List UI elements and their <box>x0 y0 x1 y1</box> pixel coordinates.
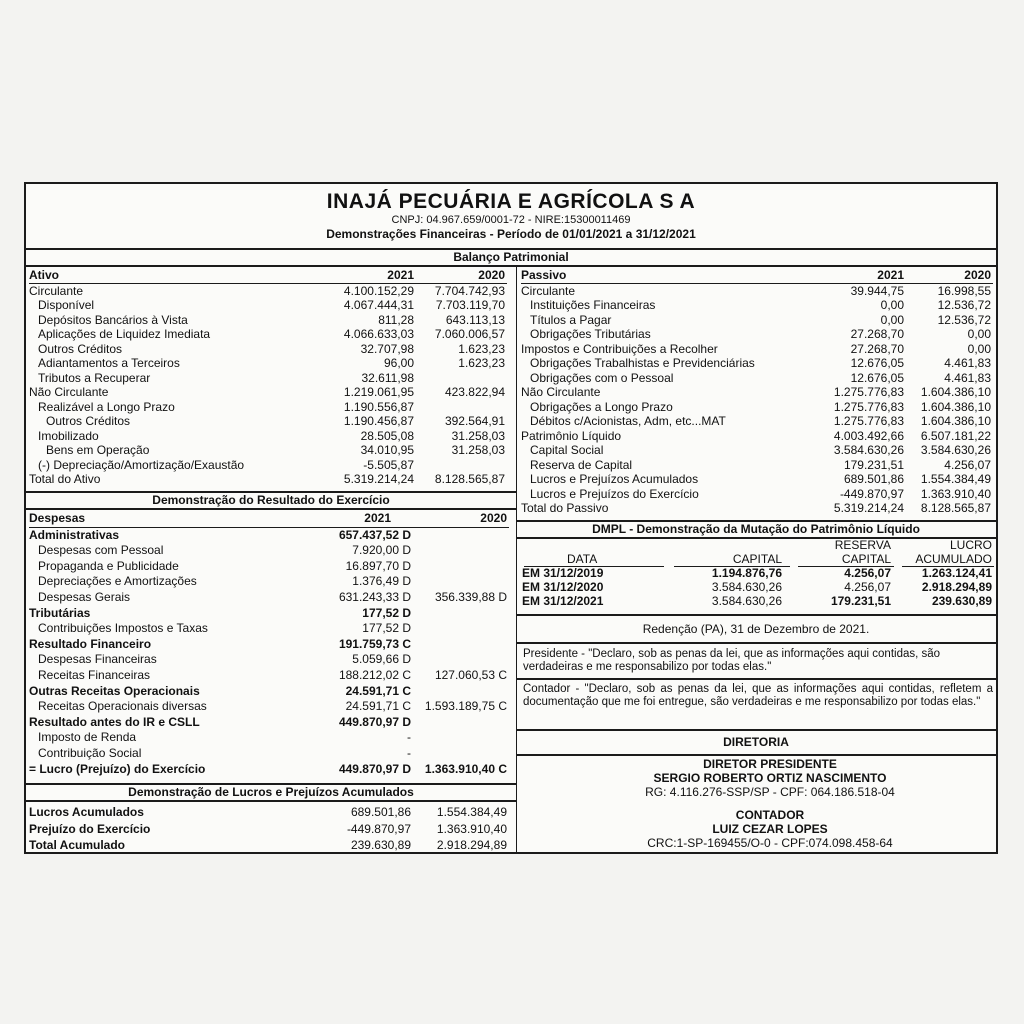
dre-value-2021: 191.759,73 C <box>338 636 411 651</box>
passivo-value-2020: 3.584.630,26 <box>920 443 991 457</box>
ativo-value-2020: 392.564,91 <box>444 414 505 428</box>
passivo-label: Lucros e Prejuízos Acumulados <box>530 472 699 486</box>
dre-row <box>29 637 509 653</box>
dmpl-table <box>522 539 994 608</box>
passivo-row <box>521 327 993 342</box>
ativo-value-2021: -5.505,87 <box>363 457 414 472</box>
ativo-value-2020: 1.623,23 <box>458 356 505 370</box>
dre-label: Imposto de Renda <box>38 730 137 745</box>
dmpl-head-row <box>522 552 994 566</box>
ativo-label: (-) Depreciação/Amortização/Exaustão <box>38 457 245 472</box>
dre-label: Resultado Financeiro <box>29 636 152 651</box>
dre-value-2021: - <box>407 745 411 760</box>
passivo-value-2021: -449.870,97 <box>839 486 904 501</box>
ativo-table <box>29 268 507 487</box>
ativo-label: Outros Créditos <box>38 341 123 356</box>
passivo-row <box>521 458 993 473</box>
dlpa-row <box>29 821 509 838</box>
passivo-header-label: Passivo <box>521 268 567 282</box>
ativo-value-2020: 1.623,23 <box>458 341 505 356</box>
passivo-row <box>521 356 993 371</box>
contador-role: CONTADOR <box>735 808 805 822</box>
dlpa-value-2021: -449.870,97 <box>346 821 411 836</box>
dre-row <box>29 684 509 700</box>
passivo-row <box>521 443 993 458</box>
dmpl-capital: 1.194.876,76 <box>711 566 782 580</box>
passivo-label: Circulante <box>521 283 576 298</box>
ativo-row <box>29 472 507 487</box>
dmpl-head-underline-capital <box>674 566 790 567</box>
passivo-row <box>521 429 993 444</box>
dre-label: Propaganda e Publicidade <box>38 558 179 573</box>
ativo-value-2020: 31.258,03 <box>451 428 505 443</box>
passivo-header-2020: 2020 <box>964 268 991 282</box>
passivo-row <box>521 501 993 516</box>
passivo-label: Patrimônio Líquido <box>521 428 622 443</box>
dre-label: Administrativas <box>29 527 120 542</box>
ativo-label: Total do Ativo <box>29 472 101 486</box>
dlpa-value-2021: 689.501,86 <box>350 805 411 819</box>
ativo-label: Depósitos Bancários à Vista <box>38 312 188 327</box>
ativo-label: Disponível <box>38 298 95 312</box>
passivo-value-2021: 689.501,86 <box>843 472 904 486</box>
dmpl-lucro: 2.918.294,89 <box>921 580 992 594</box>
ativo-label: Tributos a Recuperar <box>38 370 151 385</box>
ativo-value-2020: 7.704.742,93 <box>434 283 505 298</box>
dmpl-reserva: 4.256,07 <box>844 566 891 580</box>
ativo-header-row <box>29 268 507 284</box>
document-header <box>26 190 996 241</box>
dre-label: Resultado antes do IR e CSLL <box>29 714 200 729</box>
dre-row <box>29 746 509 762</box>
dre-value-2021: 449.870,97 D <box>338 761 411 776</box>
passivo-header-row <box>521 268 993 284</box>
dmpl-date: EM 31/12/2021 <box>522 594 604 608</box>
ativo-row <box>29 443 507 458</box>
dre-value-2021: 16.897,70 D <box>345 558 411 573</box>
dre-value-2021: 449.870,97 D <box>338 714 411 729</box>
dre-value-2021: 24.591,71 C <box>345 683 411 698</box>
ativo-row <box>29 414 507 429</box>
diretoria-title: DIRETORIA <box>723 735 789 749</box>
dmpl-head-data: DATA <box>567 552 598 566</box>
passivo-label: Obrigações com o Pessoal <box>530 370 674 385</box>
dmpl-row <box>522 594 994 608</box>
ativo-row <box>29 298 507 313</box>
dre-label: Depreciações e Amortizações <box>38 574 197 589</box>
dmpl-bottom-rule <box>516 614 996 616</box>
ativo-value-2021: 4.066.633,03 <box>343 327 414 341</box>
dre-row <box>29 543 509 559</box>
column-divider-lower <box>516 519 517 854</box>
dlpa-value-2020: 2.918.294,89 <box>436 838 507 852</box>
dlpa-row <box>29 804 509 821</box>
ativo-value-2021: 96,00 <box>383 356 414 370</box>
passivo-label: Obrigações Trabalhistas e Previdenciárias <box>530 356 755 370</box>
dre-header-row <box>29 511 509 528</box>
dre-row <box>29 621 509 637</box>
dmpl-head-underline-reserva <box>798 566 894 567</box>
dre-label: Contribuições Impostos e Taxas <box>38 621 208 636</box>
passivo-row <box>521 342 993 357</box>
dlpa-value-2020: 1.363.910,40 <box>436 821 507 836</box>
company-registration: CNPJ: 04.967.659/0001-72 - NIRE:15300011469 <box>391 214 631 226</box>
dlpa-title: Demonstração de Lucros e Prejuízos Acumulados <box>26 783 516 802</box>
dmpl-head-top-row <box>522 539 994 552</box>
passivo-row <box>521 400 993 415</box>
dre-label: Receitas Operacionais diversas <box>38 699 207 714</box>
passivo-value-2021: 4.003.492,66 <box>833 428 904 443</box>
presidente-id: RG: 4.116.276-SSP/SP - CPF: 064.186.518-04 <box>645 785 895 799</box>
ativo-row <box>29 284 507 299</box>
contador-signature-block <box>546 808 994 850</box>
dre-table <box>29 511 509 777</box>
dre-header-2021: 2021 <box>364 511 391 525</box>
dmpl-row <box>522 566 994 580</box>
ativo-value-2021: 1.190.556,87 <box>343 399 414 414</box>
ativo-row <box>29 342 507 357</box>
contador-declaration: Contador - "Declaro, sob as penas da lei, que as informações aqui contidas, refletem a documentação que me foi entregue, são verdadeiras e me responsabilizo por todas elas." <box>523 683 993 708</box>
dre-value-2021: 631.243,33 D <box>338 589 411 604</box>
dmpl-head-underline-lucro <box>902 566 994 567</box>
passivo-label: Capital Social <box>530 443 604 457</box>
ativo-value-2021: 1.219.061,95 <box>343 385 414 399</box>
ativo-value-2021: 811,28 <box>378 312 414 327</box>
passivo-value-2021: 3.584.630,26 <box>833 443 904 457</box>
dmpl-row <box>522 580 994 594</box>
dre-value-2020: 127.060,53 C <box>434 667 507 682</box>
ativo-value-2021: 5.319.214,24 <box>343 472 414 486</box>
place-date-rule <box>516 642 996 644</box>
dre-header-label: Despesas <box>29 511 86 525</box>
passivo-row <box>521 298 993 313</box>
dre-header-2020: 2020 <box>480 511 507 525</box>
passivo-value-2021: 1.275.776,83 <box>833 399 904 414</box>
contador-name: LUIZ CEZAR LOPES <box>712 822 828 836</box>
dre-label: Despesas Financeiras <box>38 652 157 667</box>
dre-row <box>29 762 509 778</box>
dre-value-2020: 1.593.189,75 C <box>424 699 507 714</box>
ativo-value-2021: 4.100.152,29 <box>343 283 414 298</box>
ativo-value-2020: 8.128.565,87 <box>434 472 505 486</box>
dlpa-row <box>29 837 509 854</box>
passivo-row <box>521 313 993 328</box>
dre-label: Receitas Financeiras <box>38 667 151 682</box>
dre-row <box>29 528 509 544</box>
ativo-value-2020: 7.703.119,70 <box>435 298 505 312</box>
contador-decl-rule <box>516 729 996 731</box>
passivo-label: Reserva de Capital <box>530 457 633 472</box>
passivo-label: Obrigações a Longo Prazo <box>530 399 673 414</box>
dre-label: = Lucro (Prejuízo) do Exercício <box>29 761 206 776</box>
passivo-value-2020: 1.604.386,10 <box>920 414 991 428</box>
dmpl-head-reserva-top: RESERVA <box>834 538 891 552</box>
dmpl-head-lucro-top: LUCRO <box>949 538 992 552</box>
passivo-row <box>521 284 993 299</box>
ativo-label: Realizável a Longo Prazo <box>38 399 175 414</box>
ativo-value-2021: 4.067.444,31 <box>343 298 414 312</box>
dmpl-capital: 3.584.630,26 <box>711 580 782 594</box>
ativo-header-2021: 2021 <box>387 268 414 282</box>
dlpa-value-2021: 239.630,89 <box>350 838 411 852</box>
dre-row <box>29 699 509 715</box>
dlpa-table <box>29 804 509 854</box>
dre-value-2021: 657.437,52 D <box>338 527 411 542</box>
dre-value-2021: 177,52 D <box>362 621 411 636</box>
passivo-value-2020: 1.363.910,40 <box>920 486 991 501</box>
dre-label: Despesas com Pessoal <box>38 543 164 558</box>
dlpa-value-2020: 1.554.384,49 <box>436 805 507 819</box>
ativo-label: Adiantamentos a Terceiros <box>38 356 180 370</box>
passivo-value-2020: 0,00 <box>967 327 991 341</box>
dmpl-reserva: 179.231,51 <box>830 594 891 608</box>
diretoria-rule <box>516 754 996 756</box>
company-title: INAJÁ PECUÁRIA E AGRÍCOLA S A <box>326 190 696 213</box>
dmpl-head-underline-data <box>524 566 664 567</box>
dre-row <box>29 590 509 606</box>
ativo-value-2021: 32.611,98 <box>361 370 414 385</box>
dmpl-lucro: 1.263.124,41 <box>921 566 992 580</box>
passivo-value-2020: 1.554.384,49 <box>920 472 991 486</box>
ativo-row <box>29 385 507 400</box>
dre-value-2020: 356.339,88 D <box>434 589 507 604</box>
passivo-value-2021: 1.275.776,83 <box>833 414 904 428</box>
dmpl-reserva: 4.256,07 <box>844 580 891 594</box>
dre-row <box>29 715 509 731</box>
dre-value-2021: 177,52 D <box>362 605 411 620</box>
passivo-value-2021: 0,00 <box>880 312 904 327</box>
passivo-label: Impostos e Contribuições a Recolher <box>521 341 718 356</box>
ativo-value-2020: 31.258,03 <box>451 443 505 457</box>
dmpl-head-capital: CAPITAL <box>732 552 782 566</box>
passivo-row <box>521 472 993 487</box>
ativo-header-2020: 2020 <box>478 268 505 282</box>
passivo-value-2020: 16.998,55 <box>937 283 991 298</box>
passivo-label: Não Circulante <box>521 385 601 399</box>
ativo-label: Aplicações de Liquidez Imediata <box>38 327 211 341</box>
ativo-value-2020: 7.060.006,57 <box>434 327 505 341</box>
ativo-row <box>29 429 507 444</box>
passivo-value-2021: 12.676,05 <box>850 370 904 385</box>
ativo-row <box>29 371 507 386</box>
passivo-label: Lucros e Prejuízos do Exercício <box>530 486 699 501</box>
ativo-label: Bens em Operação <box>46 443 150 457</box>
dre-value-2021: 24.591,71 C <box>345 699 411 714</box>
dre-label: Contribuição Social <box>38 745 142 760</box>
dmpl-date: EM 31/12/2020 <box>522 580 604 594</box>
statement-period: Demonstrações Financeiras - Período de 01/01/2021 a 31/12/2021 <box>326 227 696 241</box>
presidente-name: SERGIO ROBERTO ORTIZ NASCIMENTO <box>653 771 887 785</box>
passivo-value-2020: 4.256,07 <box>944 457 991 472</box>
passivo-label: Débitos c/Acionistas, Adm, etc...MAT <box>530 414 726 428</box>
dmpl-head-lucro: ACUMULADO <box>915 552 992 566</box>
passivo-label: Obrigações Tributárias <box>530 327 651 341</box>
dre-title: Demonstração do Resultado do Exercício <box>26 491 516 510</box>
dlpa-label: Prejuízo do Exercício <box>29 821 151 836</box>
ativo-value-2021: 34.010,95 <box>360 443 414 457</box>
passivo-row <box>521 414 993 429</box>
passivo-value-2020: 12.536,72 <box>937 298 991 312</box>
dre-value-2021: 188.212,02 C <box>338 667 411 682</box>
ativo-row <box>29 327 507 342</box>
dre-row <box>29 574 509 590</box>
presidente-signature-block <box>546 757 994 799</box>
contador-id: CRC:1-SP-169455/O-0 - CPF:074.098.458-64 <box>647 836 893 850</box>
passivo-value-2021: 179.231,51 <box>843 457 904 472</box>
presidente-decl-rule <box>516 678 996 680</box>
dmpl-title: DMPL - Demonstração da Mutação do Patrimônio Líquido <box>516 520 996 539</box>
dre-row <box>29 606 509 622</box>
dre-value-2020: 1.363.910,40 C <box>424 761 507 776</box>
passivo-value-2021: 12.676,05 <box>850 356 904 370</box>
passivo-value-2020: 8.128.565,87 <box>920 501 991 515</box>
dmpl-date: EM 31/12/2019 <box>522 566 604 580</box>
passivo-value-2020: 12.536,72 <box>937 312 991 327</box>
ativo-label: Outros Créditos <box>46 414 131 428</box>
ativo-value-2021: 32.707,98 <box>360 341 414 356</box>
passivo-value-2021: 27.268,70 <box>850 341 904 356</box>
ativo-value-2021: 28.505,08 <box>360 428 414 443</box>
ativo-row <box>29 313 507 328</box>
dre-value-2021: 5.059,66 D <box>352 652 411 667</box>
ativo-label: Circulante <box>29 283 84 298</box>
dre-row <box>29 559 509 575</box>
dlpa-label: Lucros Acumulados <box>29 805 144 819</box>
passivo-label: Instituições Financeiras <box>530 298 656 312</box>
passivo-table <box>521 268 993 516</box>
passivo-value-2020: 0,00 <box>967 341 991 356</box>
column-divider <box>516 267 517 519</box>
passivo-value-2020: 1.604.386,10 <box>920 399 991 414</box>
dmpl-lucro: 239.630,89 <box>931 594 992 608</box>
ativo-value-2020: 423.822,94 <box>444 385 505 399</box>
passivo-value-2021: 27.268,70 <box>850 327 904 341</box>
balanco-title: Balanço Patrimonial <box>26 248 996 267</box>
financial-statement-document <box>24 182 998 854</box>
passivo-value-2020: 4.461,83 <box>944 370 991 385</box>
presidente-role: DIRETOR PRESIDENTE <box>703 757 837 771</box>
passivo-value-2021: 39.944,75 <box>850 283 904 298</box>
passivo-value-2020: 4.461,83 <box>944 356 991 370</box>
place-date: Redenção (PA), 31 de Dezembro de 2021. <box>642 622 870 636</box>
dlpa-label: Total Acumulado <box>29 838 125 852</box>
passivo-value-2021: 1.275.776,83 <box>833 385 904 399</box>
dre-value-2021: 1.376,49 D <box>352 574 411 589</box>
passivo-header-2021: 2021 <box>877 268 904 282</box>
ativo-row <box>29 356 507 371</box>
ativo-label: Não Circulante <box>29 385 109 399</box>
dre-row <box>29 652 509 668</box>
passivo-value-2020: 6.507.181,22 <box>920 428 991 443</box>
dre-label: Outras Receitas Operacionais <box>29 683 200 698</box>
dmpl-head-reserva: CAPITAL <box>841 552 891 566</box>
dre-label: Tributárias <box>29 605 91 620</box>
passivo-value-2021: 0,00 <box>880 298 904 312</box>
passivo-row <box>521 371 993 386</box>
passivo-value-2020: 1.604.386,10 <box>920 385 991 399</box>
dre-label: Despesas Gerais <box>38 589 131 604</box>
ativo-value-2021: 1.190.456,87 <box>343 414 414 428</box>
ativo-header-label: Ativo <box>29 268 59 282</box>
ativo-value-2020: 643.113,13 <box>445 312 505 327</box>
passivo-label: Total do Passivo <box>521 501 609 515</box>
passivo-value-2021: 5.319.214,24 <box>833 501 904 515</box>
passivo-row <box>521 385 993 400</box>
ativo-row <box>29 400 507 415</box>
dmpl-capital: 3.584.630,26 <box>711 594 782 608</box>
passivo-label: Títulos a Pagar <box>530 312 612 327</box>
dre-value-2021: - <box>407 730 411 745</box>
ativo-row <box>29 458 507 473</box>
dre-value-2021: 7.920,00 D <box>352 543 411 558</box>
dre-row <box>29 668 509 684</box>
ativo-label: Imobilizado <box>38 428 99 443</box>
dre-row <box>29 730 509 746</box>
presidente-declaration: Presidente - "Declaro, sob as penas da lei, que as informações aqui contidas, são verdadeiras e me responsabilizo por todas elas." <box>523 648 941 673</box>
passivo-row <box>521 487 993 502</box>
